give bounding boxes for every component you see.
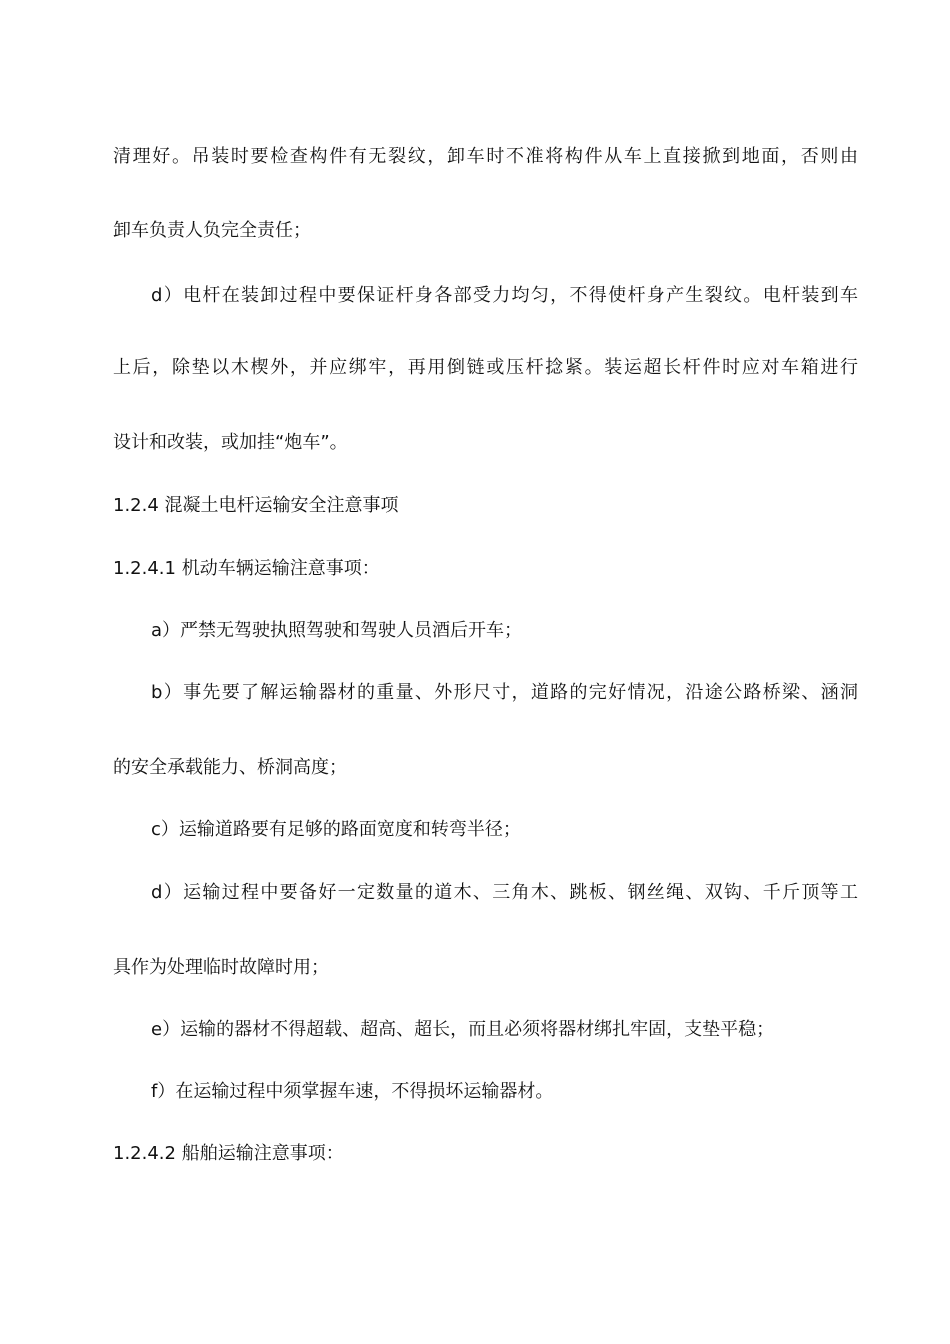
list-item-line: c）运输道路要有足够的路面宽度和转弯半径； xyxy=(151,819,521,840)
subsection-heading: 1.2.4.1 机动车辆运输注意事项： xyxy=(113,558,380,579)
list-item-line: f）在运输过程中须掌握车速，不得损坏运输器材。 xyxy=(151,1081,554,1102)
paragraph-line: 上后，除垫以木楔外，并应绑牢，再用倒链或压杆捻紧。装运超长杆件时应对车箱进行 xyxy=(113,357,858,378)
list-item-line: d）运输过程中要备好一定数量的道木、三角木、跳板、钢丝绳、双钩、千斤顶等工 xyxy=(151,882,858,903)
list-item-line: b）事先要了解运输器材的重量、外形尺寸，道路的完好情况，沿途公路桥梁、涵洞 xyxy=(151,682,858,703)
paragraph-line: 清理好。吊装时要检查构件有无裂纹，卸车时不准将构件从车上直接掀到地面，否则由 xyxy=(113,146,858,167)
list-item-line: a）严禁无驾驶执照驾驶和驾驶人员酒后开车； xyxy=(151,620,523,641)
paragraph-line: 卸车负责人负完全责任； xyxy=(113,220,311,241)
list-item-line: d）电杆在装卸过程中要保证杆身各部受力均匀，不得使杆身产生裂纹。电杆装到车 xyxy=(151,285,858,306)
paragraph-line: 具作为处理临时故障时用； xyxy=(113,957,329,978)
paragraph-line: 设计和改装，或加挂“炮车”。 xyxy=(113,432,348,453)
paragraph-line: 的安全承载能力、桥洞高度； xyxy=(113,757,347,778)
section-heading: 1.2.4 混凝土电杆运输安全注意事项 xyxy=(113,495,399,516)
list-item-line: e）运输的器材不得超载、超高、超长，而且必须将器材绑扎牢固，支垫平稳； xyxy=(151,1019,775,1040)
subsection-heading: 1.2.4.2 船舶运输注意事项： xyxy=(113,1143,344,1164)
